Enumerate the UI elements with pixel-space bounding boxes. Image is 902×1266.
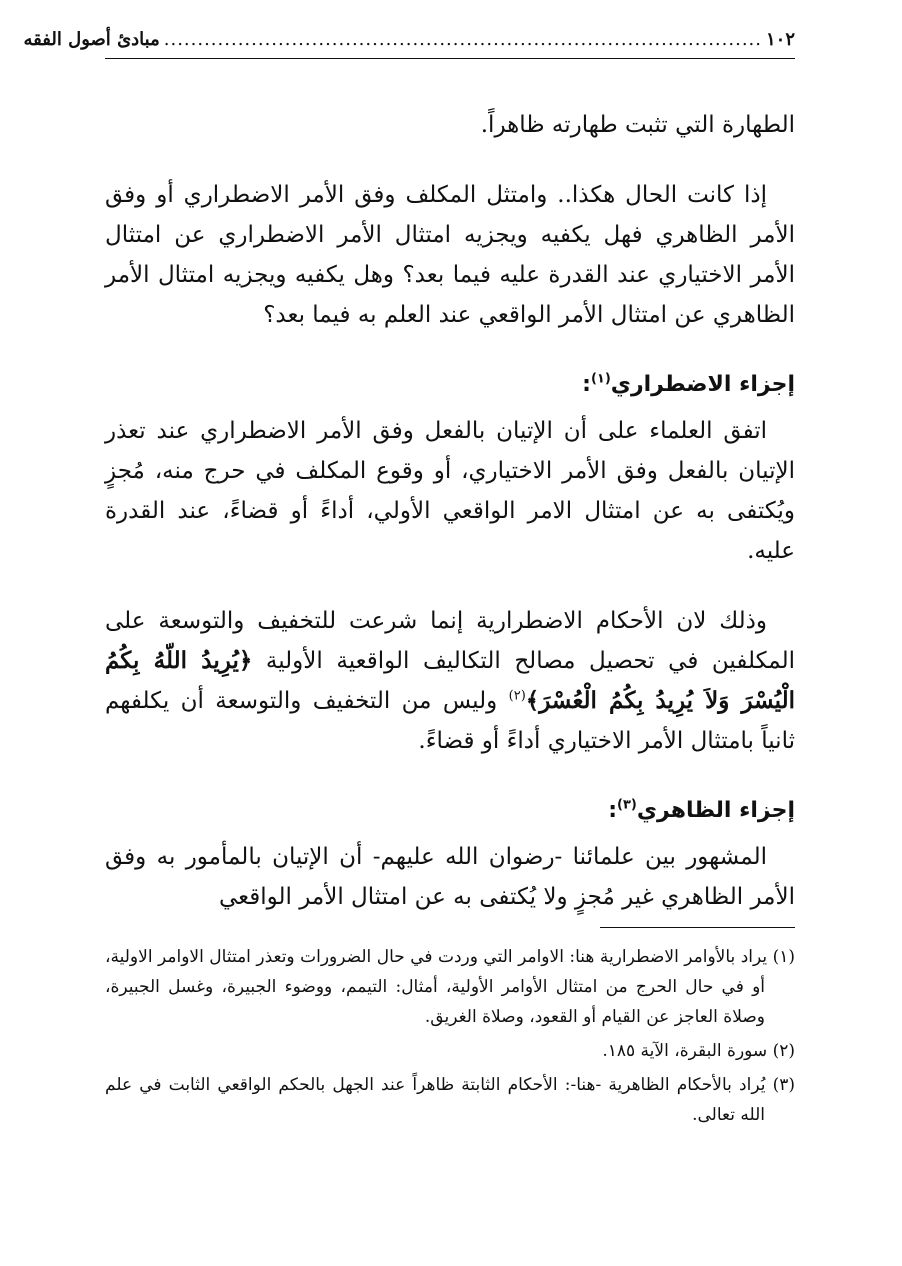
- paragraph-reason: [105, 601, 795, 761]
- quran-verse: ﴿يُرِيدُ اللّهُ بِكُمُ الْيُسْرَ وَلاَ يُرِيدُ بِكُمُ الْعُسْرَ﴾: [105, 647, 795, 714]
- section-heading-idtirari: [105, 365, 795, 405]
- footnote-ref: (١): [590, 371, 611, 387]
- paragraph-reason-start: وذلك لان الأحكام الاضطرارية إنما شرعت للتخفيف والتوسعة على المكلفين في تحصيل مصالح التكاليف الواقعية الأولية: [105, 608, 795, 674]
- heading-colon: :: [608, 798, 618, 823]
- page-body: [105, 105, 795, 1130]
- footnote-ref: (٢): [508, 688, 526, 704]
- paragraph-idtirari: اتفق العلماء على أن الإتيان بالفعل وفق الأمر الاضطراري عند تعذر الإتيان بالفعل وفق الأمر الاختياري، أو وقوع المكلف في حرج منه، مُجزٍ ويُكتفى به عن امتثال الامر الواقعي الأولي، أداءً أو قضاءً، عند القدرة عليه.: [105, 418, 795, 564]
- paragraph-question: إذا كانت الحال هكذا.. وامتثل المكلف وفق الأمر الاضطراري أو وفق الأمر الظاهري فهل يكفيه ويجزيه امتثال الأمر الاضطراري عن امتثال الأمر الاختياري عند القدرة عليه فيما بعد؟ وهل يكفيه ويجزيه امتثال الأمر الظاهري عن امتثال الأمر الواقعي عند العلم به فيما بعد؟: [105, 182, 795, 328]
- book-title: مبادئ أصول الفقه: [23, 29, 160, 50]
- section-heading-zahiri: [105, 791, 795, 831]
- paragraph-zahiri: المشهور بين علمائنا -رضوان الله عليهم- أن الإتيان بالمأمور به وفق الأمر الظاهري غير مُجزٍ ولا يُكتفى به عن امتثال الأمر الواقعي: [105, 844, 795, 910]
- heading-colon: :: [582, 372, 591, 397]
- paragraph-continuation: الطهارة التي تثبت طهارته ظاهراً.: [480, 112, 795, 138]
- footnote-ref: (٣): [617, 797, 637, 813]
- footnote-2: (٢) سورة البقرة، الآية ١٨٥.: [602, 1041, 795, 1061]
- book-page: [23, 28, 795, 1134]
- heading-text: إجزاء الاضطراري: [610, 372, 795, 397]
- heading-text: إجزاء الظاهري: [636, 798, 795, 823]
- footnote-separator: [600, 927, 795, 928]
- footnote-3: (٣) يُراد بالأحكام الظاهرية -هنا-: الأحكام الثابتة ظاهراً عند الجهل بالحكم الواقعي الثابت في علم الله تعالى.: [105, 1075, 795, 1125]
- footnote-1: (١) يراد بالأوامر الاضطرارية هنا: الاوامر التي وردت في حال الضرورات وتعذر امتثال الاوامر الاولية، أو في حال الحرج من امتثال الأوامر الأولية، أمثال: التيمم، ووضوء الجبيرة، وغسل الجبيرة، وصلاة العاجز عن القيام أو القعود، وصلاة الغريق.: [105, 947, 795, 1027]
- header-leader-dots: .........................................................................................: [163, 29, 762, 50]
- page-number: ١٠٢: [765, 29, 795, 50]
- footnotes: [105, 942, 795, 1130]
- running-header: [23, 28, 795, 59]
- paragraph-reason-end: وليس من التخفيف والتوسعة أن يكلفهم ثانياً بامتثال الأمر الاختياري أداءً أو قضاءً.: [105, 688, 795, 754]
